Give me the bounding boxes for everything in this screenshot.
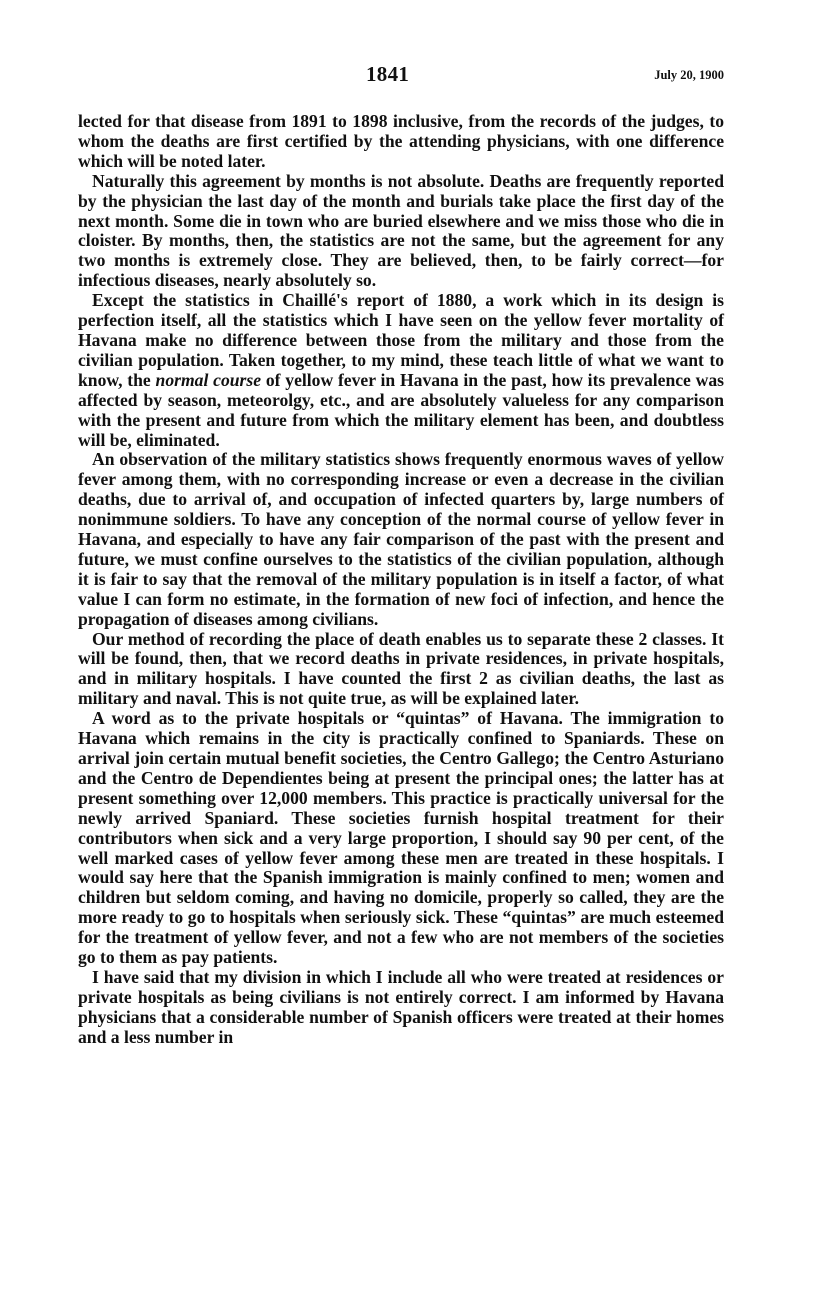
paragraph-chaille-report [78, 291, 724, 450]
paragraph-division-correction: I have said that my division in which I include all who were treated at residences or private hospitals as being civilians is not entirely correct. I am informed by Havana physicians that a considerable number of Spanish officers were treated at their homes and a less number in [78, 966, 724, 1047]
emphasis-text: normal course [155, 369, 262, 390]
paragraph-text: of yellow fever in Havana in the past, how its prevalence was affected by season, meteorolgy, etc., and are absolutely valueless for any comparison with the present and future from which the military element has been, and doubtless will be, eliminated. [78, 369, 724, 450]
paragraph-military-statistics: An observation of the military statistics shows frequently enormous waves of yellow fever among them, with no corresponding increase or even a decrease in the civilian deaths, due to arrival of, and occupation of infected quarters by, large numbers of nonimmune soldiers. To have any conception of the normal course of yellow fever in Havana, and especially to have any fair comparison of the past with the present and future, we must confine ourselves to the statistics of the civilian population, although it is fair to say that the removal of the military population is in itself a factor, of what value I can form no estimate, in the formation of new foci of infection, and hence the propagation of diseases among civilians. [78, 449, 724, 629]
article-body [78, 112, 724, 1048]
page-number: 1841 [366, 62, 410, 86]
paragraph-text: Except the statistics in Chaillé's report of 1880, a work which in its design is perfection itself, all the statistics which I have seen on the yellow fever mortality of Havana make no difference between those from the military and those from the civilian population. Taken together, to my mind, these teach little of what we want to know, the [78, 290, 724, 390]
page-date: July 20, 1900 [654, 68, 724, 82]
paragraph-continued: lected for that disease from 1891 to 1898 inclusive, from the records of the judges, to whom the deaths are first certified by the attending physicians, with one difference which will be noted later. [78, 111, 724, 171]
paragraph-quintas: A word as to the private hospitals or “quintas” of Havana. The immigration to Havana which remains in the city is practically confined to Spaniards. These on arrival join certain mutual benefit societies, the Centro Gallego; the Centro Asturiano and the Centro de Dependientes being at present the principal ones; the latter has at present something over 12,000 members. This practice is practically universal for the newly arrived Spaniard. These societies furnish hospital treatment for their contributors when sick and a very large proportion, I should say 90 per cent, of the well marked cases of yellow fever among these men are treated in these hospitals. I would say here that the Spanish immigration is mainly confined to men; women and children but seldom coming, and having no domicile, properly so called, they are the more ready to go to hospitals when seriously sick. These “quintas” are much esteemed for the treatment of yellow fever, and not a few who are not members of the societies go to them as pay patients. [78, 708, 724, 968]
paragraph-agreement-by-months: Naturally this agreement by months is not absolute. Deaths are frequently reported by the physician the last day of the month and burials take place the first day of the next month. Some die in town who are buried elsewhere and we miss those who die in cloister. By months, then, the statistics are not the same, but the agreement for any two months is extremely close. They are believed, then, to be fairly correct—for infectious diseases, nearly absolutely so. [78, 170, 724, 291]
paragraph-recording-method: Our method of recording the place of death enables us to separate these 2 classes. It will be found, then, that we record deaths in private residences, in private hospitals, and in military hospitals. I have counted the first 2 as civilian deaths, the last as military and naval. This is not quite true, as will be explained later. [78, 628, 724, 709]
page-header [0, 62, 816, 92]
